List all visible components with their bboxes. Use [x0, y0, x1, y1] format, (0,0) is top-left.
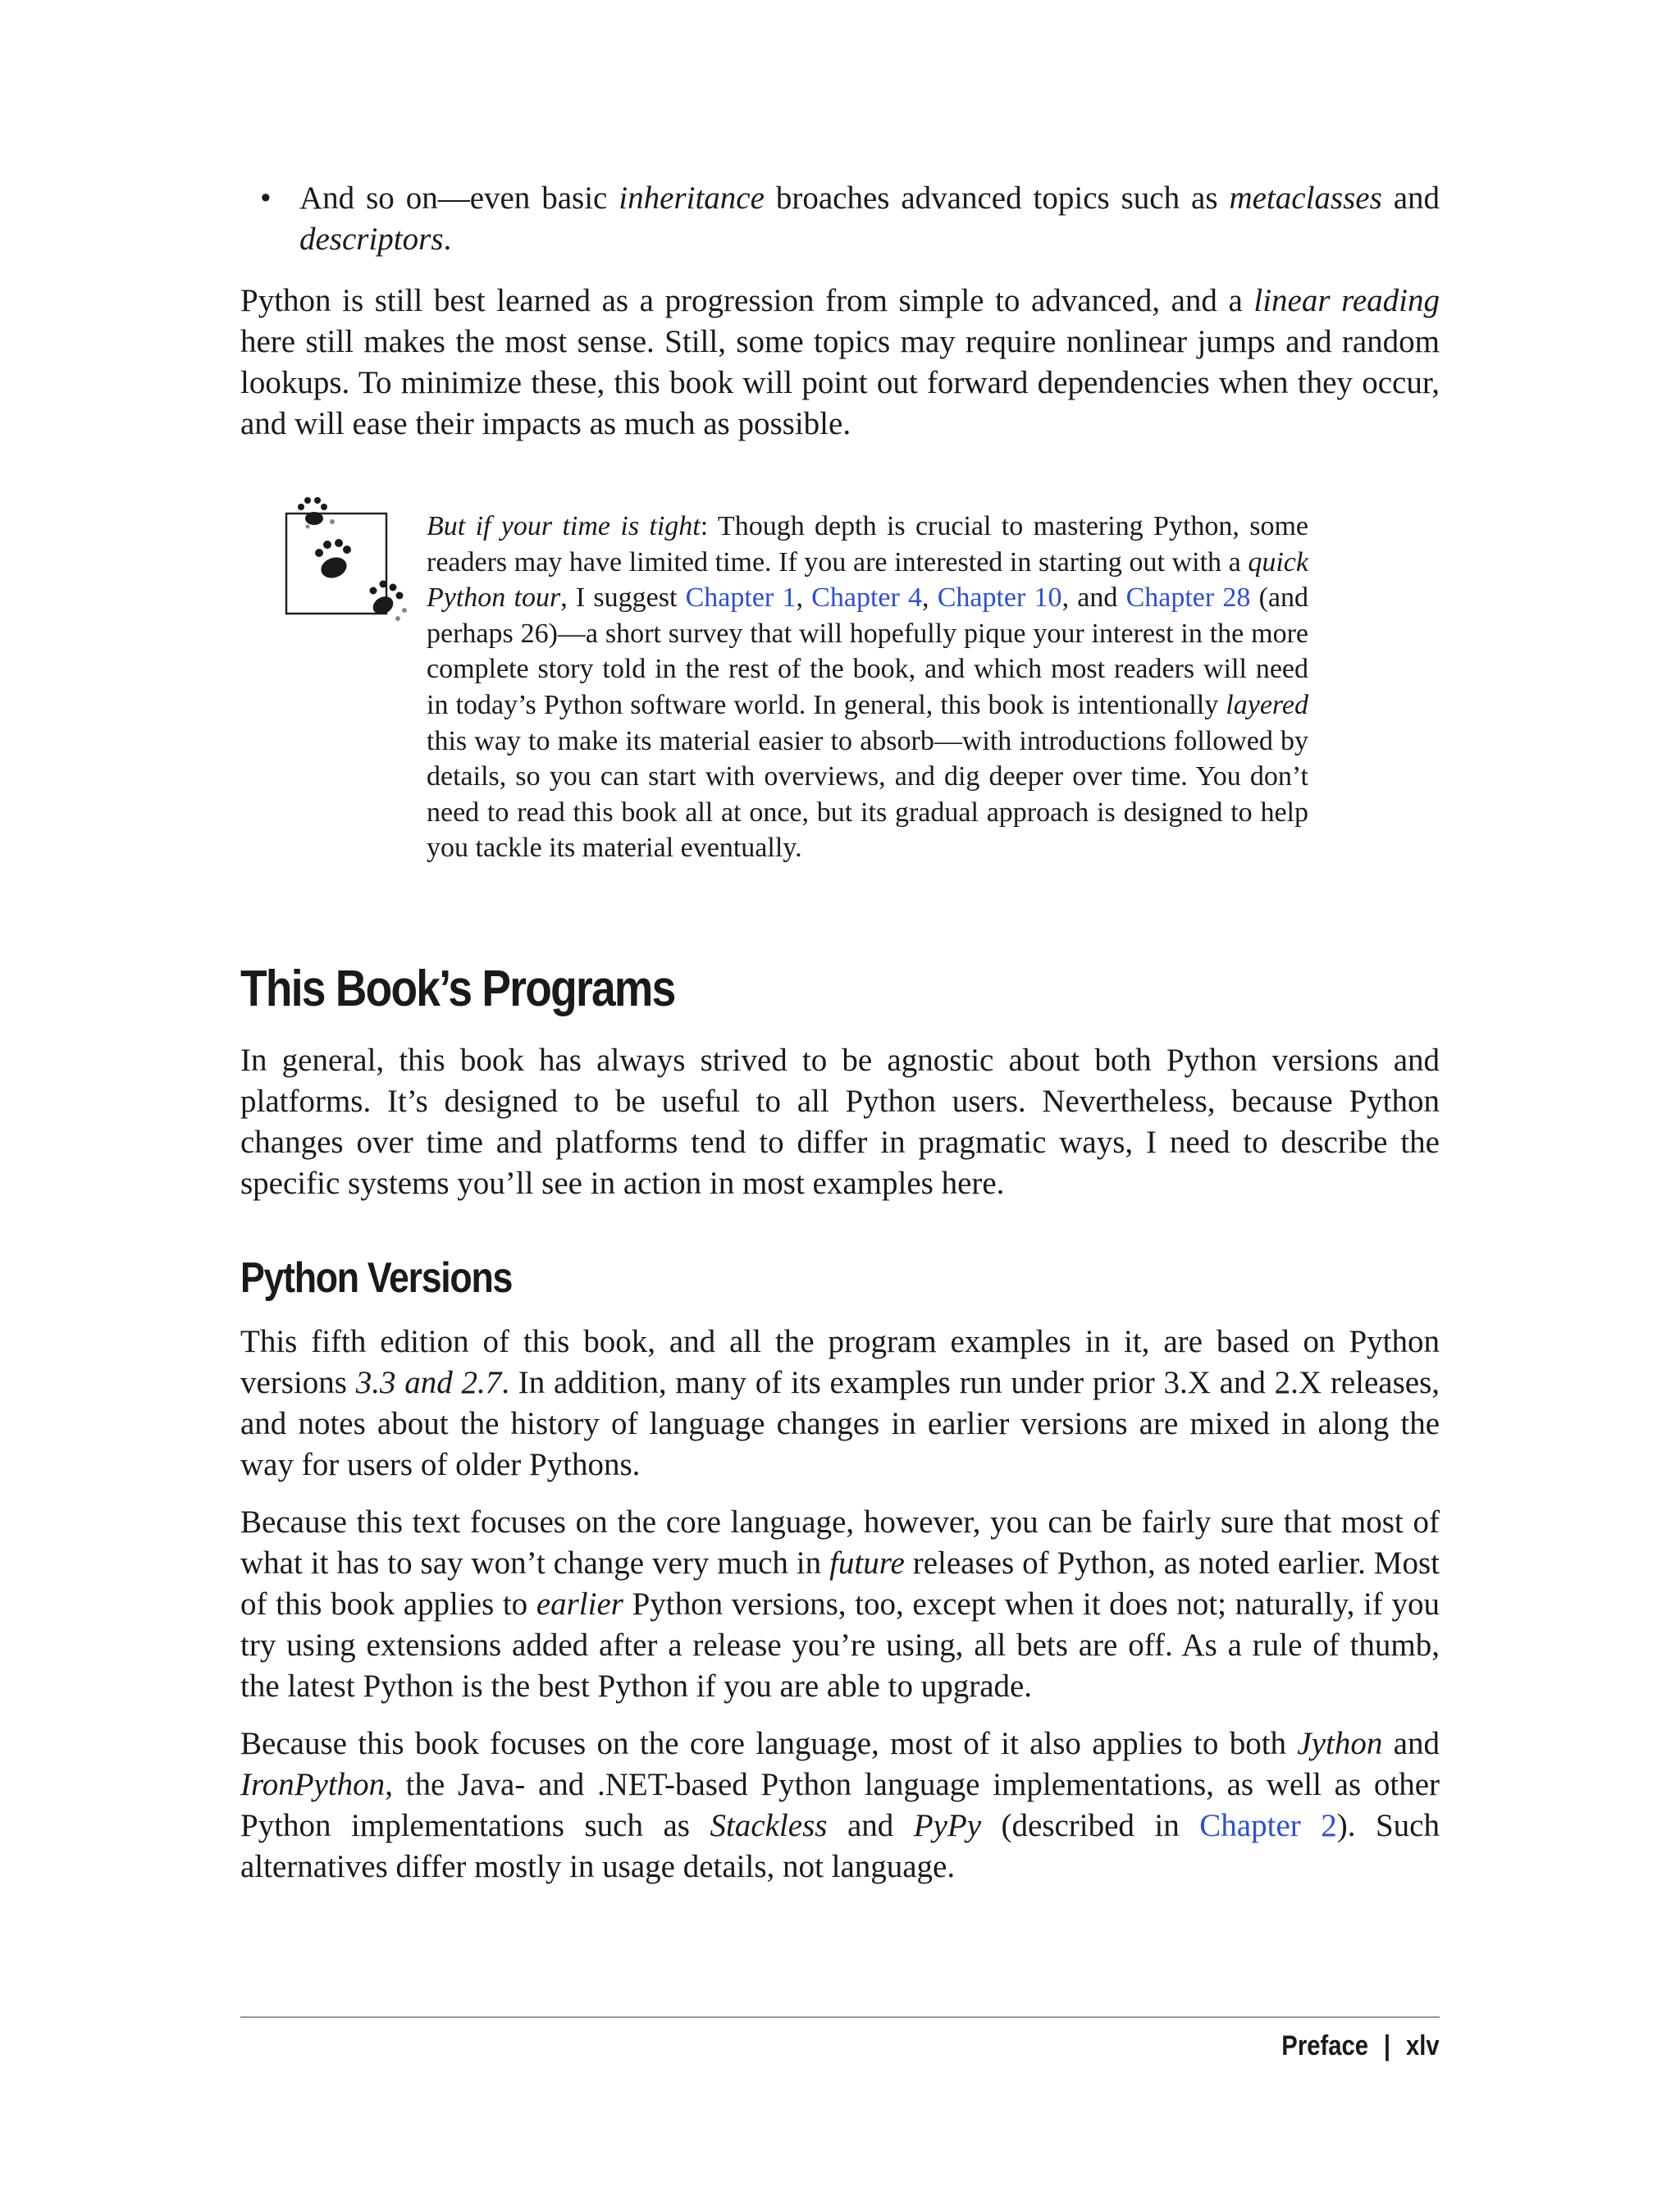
page-footer — [1282, 2023, 1440, 2069]
emphasis: Stackless — [710, 1808, 828, 1843]
chapter-28-link[interactable]: Chapter 28 — [1125, 582, 1251, 614]
chapter-2-link[interactable]: Chapter 2 — [1199, 1808, 1337, 1843]
chapter-10-link[interactable]: Chapter 10 — [937, 582, 1062, 614]
subsection-heading: Python Versions — [240, 1254, 513, 1302]
chapter-1-link[interactable]: Chapter 1 — [685, 582, 797, 614]
paragraph-agnostic: In general, this book has always strived to be agnostic about both Python versions and platforms. It’s designed to be useful to all Python users. Nevertheless, because Python changes over time and platforms tend to differ in pragmatic ways, I need to describe the specific systems you’ll see in action in most examples here. — [240, 1043, 1440, 1201]
emphasis: future — [829, 1545, 905, 1581]
paragraph-future-releases: Because this text focuses on the core language, however, you can be fairly sure that most of what it has to say won’t change very much in future releases of Python, as noted earlier. Most of this book applies to earlier Python versions, too, except when it does not; naturally, if you try using extensions added after a release you’re using, all bets are off. As a rule of thumb, the latest Python is the best Python if you are able to upgrade. — [240, 1504, 1440, 1704]
paragraph-implementations: Because this book focuses on the core language, most of it also applies to both Jython and IronPython, the Java- and .NET-based Python language implementations, as well as other Python implementations such as Stackless and PyPy (described in Chapter 2). Such alternatives differ mostly in usage details, not language. — [240, 1726, 1440, 1884]
page-number: xlv — [1406, 2030, 1440, 2061]
tip-note — [283, 486, 1308, 912]
emphasis: Jython — [1297, 1726, 1383, 1761]
tip-note-text: But if your time is tight: Though depth is crucial to mastering Python, some readers may have limited time. If you are interested in starting out with a quick Python tour, I suggest Chapter 1, Chapter 4, Chapter 10, and Chapter 28 (and perhaps 26)—a short survey that will hopefully pique your interest in the more complete story told in the rest of the book, and which most readers will need in today’s Python software world. In general, this book is intentionally layered this way to make its material easier to absorb—with introductions followed by details, so you can start with overviews, and dig deeper over time. You don’t need to read this book all at once, but its gradual approach is designed to help you tackle its material eventually. — [427, 511, 1309, 864]
paragraph-fifth-edition: This fifth edition of this book, and all the program examples in it, are based on Python versions 3.3 and 2.7. In addition, many of its examples run under prior 3.X and 2.X releases, and notes about the history of language changes in earlier versions are mixed in along the way for users of older Pythons. — [240, 1324, 1440, 1482]
emphasis: But if your time is tight — [427, 511, 701, 541]
footer-separator: | — [1384, 2030, 1391, 2061]
section-heading: This Book’s Programs — [240, 961, 675, 1017]
chapter-4-link[interactable]: Chapter 4 — [811, 582, 923, 614]
emphasis: IronPython — [240, 1767, 386, 1802]
emphasis: metaclasses — [1229, 180, 1382, 216]
bullet-item — [240, 178, 1440, 260]
emphasis: earlier — [536, 1586, 623, 1622]
bullet-marker: • — [260, 180, 272, 216]
footer-section-title: Preface — [1281, 2030, 1369, 2061]
bullet-text: And so on—even basic inheritance broaches advanced topics such as metaclasses and descriptors. — [299, 180, 1440, 257]
emphasis: 3.3 and 2.7 — [355, 1365, 502, 1400]
tip-paw-icon — [283, 486, 422, 633]
emphasis: quick Python tour — [427, 546, 1308, 614]
emphasis: inheritance — [619, 180, 765, 216]
footer-divider — [240, 2016, 1440, 2018]
emphasis: layered — [1226, 689, 1308, 720]
emphasis: PyPy — [913, 1808, 982, 1843]
paragraph-linear-reading: Python is still best learned as a progression from simple to advanced, and a linear reading here still makes the most sense. Still, some topics may require nonlinear jumps and random lookups. To minimize these, this book will point out forward dependencies when they occur, and will ease their impacts as much as possible. — [240, 283, 1440, 441]
emphasis: descriptors — [299, 221, 444, 257]
emphasis: linear reading — [1253, 283, 1440, 318]
